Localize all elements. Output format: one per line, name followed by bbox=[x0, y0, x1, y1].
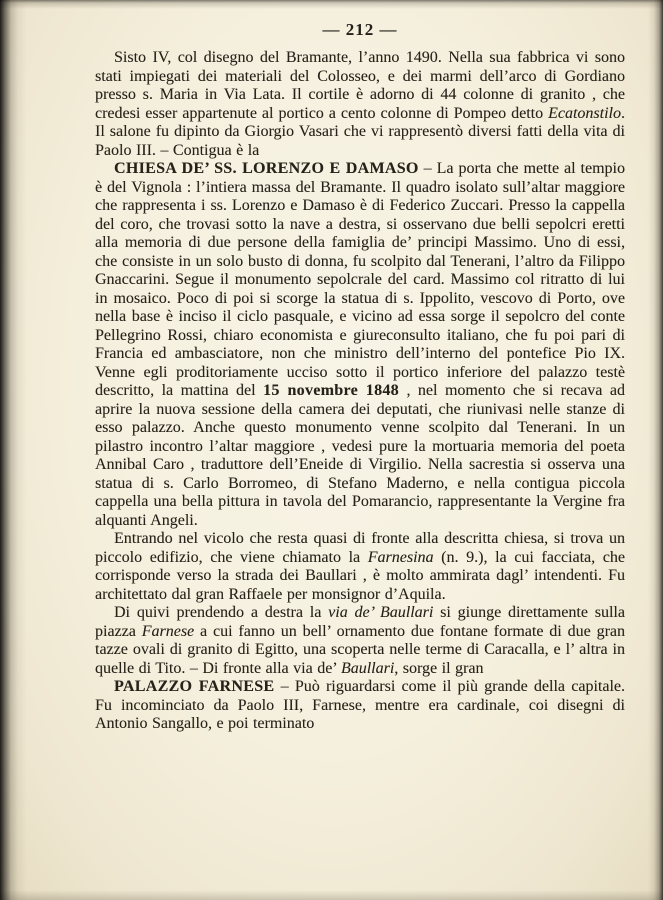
text-run: si giunge direttamente sulla piazza bbox=[95, 604, 625, 640]
paragraph bbox=[95, 530, 625, 604]
text-run: – La porta che mette al tempio è del Vignola : l’intiera massa del Bramante. Il quadro isolato sull’altar maggiore che rappresenta i ss. Lorenzo e Damaso è di Federico Zuccari. Presso la cappella del coro, che trovasi sotto la nave a destra, si osservano due belli sepolcri eretti alla memoria di due persone della famiglia de’ principi Massimo. Uno di essi, che consiste in un solo busto di donna, fu scolpito dal Tenerani, l’altro da Filippo Gnaccarini. Segue il monumento sepolcrale del card. Massimo col ritratto di lui in mosaico. Poco di poi si scorge la statua di s. Ippolito, vescovo di Porto, ove nella base è inciso il ciclo pasquale, e vicino ad essa sorge il sepolcro del conte Pellegrino Rossi, chiaro economista e giureconsulto italiano, che fu poi pari di Francia ed ambasciatore, non che ministro dell’interno del pontefice Pio IX. Venne egli proditoriamente ucciso sotto il portico inferiore del palazzo testè descritto, la mattina del bbox=[95, 160, 625, 399]
paragraph bbox=[95, 160, 625, 530]
italic-run: Baullari bbox=[340, 659, 395, 677]
text-run: – Può riguardarsi come il più grande della capitale. Fu incominciato da Paolo III, Farnese, mentre era cardinale, coi disegni di Antonio Sangallo, e poi terminato bbox=[95, 678, 625, 732]
italic-run: Farnesina bbox=[367, 548, 434, 566]
paragraph bbox=[95, 49, 625, 160]
text-run: Entrando nel vicolo che resta quasi di fronte alla descritta chiesa, si trova un piccolo edifizio, che viene chiamato la bbox=[95, 530, 625, 566]
text-run: . Il salone fu dipinto da Giorgio Vasari che vi rappresentò diversi fatti della vita di Paolo III. – Contigua è la bbox=[95, 104, 625, 159]
text-run: (n. 9.), la cui facciata, che corrisponde verso la strada dei Baullari , è molto ammirata dagl’ intendenti. Fu architettato dal gran Raffaele per monsignor d’Aquila. bbox=[95, 548, 625, 603]
bold-heading-run: PALAZZO FARNESE bbox=[114, 678, 275, 695]
paragraph bbox=[95, 604, 625, 678]
bold-heading-run: 15 novembre 1848 bbox=[263, 382, 399, 399]
italic-run: via de’ Baullari bbox=[328, 604, 434, 621]
text-run: , nel momento che si recava ad aprire la nuova sessione della camera dei deputati, che riunivasi nelle stanze di esso palazzo. Anche questo monumento venne scolpito dal Tenerani. In un pilastro incontro l’altar maggiore , vedesi pure la mortuaria memoria del poeta Annibal Caro , traduttore dell’Eneide di Virgilio. Nella sacrestia si osserva una statua di s. Carlo Borromeo, di Stefano Maderno, e nella contigua piccola cappella una bella pittura in tavola del Pomarancio, rappresentante la Vergine fra alquanti Angeli. bbox=[95, 382, 625, 529]
paragraph bbox=[95, 678, 625, 734]
text-run: , sorge il gran bbox=[394, 659, 484, 677]
page-content bbox=[95, 20, 625, 734]
text-run: a cui fanno un bell’ ornamento due fontane formate di due gran tazze ovali di granito di Egitto, una scoperta nelle terme di Caracalla, e l’ altra in quelle di Tito. – Di fronte alla via de’ bbox=[95, 622, 625, 677]
text-run: Di quivi prendendo a destra la bbox=[114, 604, 329, 621]
page-text bbox=[95, 49, 625, 734]
page-number: — 212 — bbox=[322, 20, 398, 39]
italic-run: Ecatonstilo bbox=[548, 104, 621, 122]
text-run: Sisto IV, col disegno del Bramante, l’anno 1490. Nella sua fabbrica vi sono stati impiegati dei materiali del Colosseo, e dei marmi dell’arco di Gordiano presso s. Maria in Via Lata. Il cortile è adorno di 44 colonne di granito , che credesi esser appartenute al portico a cento colonne di Pompeo detto bbox=[95, 49, 625, 122]
bold-heading-run: CHIESA DE’ SS. LORENZO E DAMASO bbox=[114, 160, 419, 177]
italic-run: Farnese bbox=[141, 622, 195, 640]
